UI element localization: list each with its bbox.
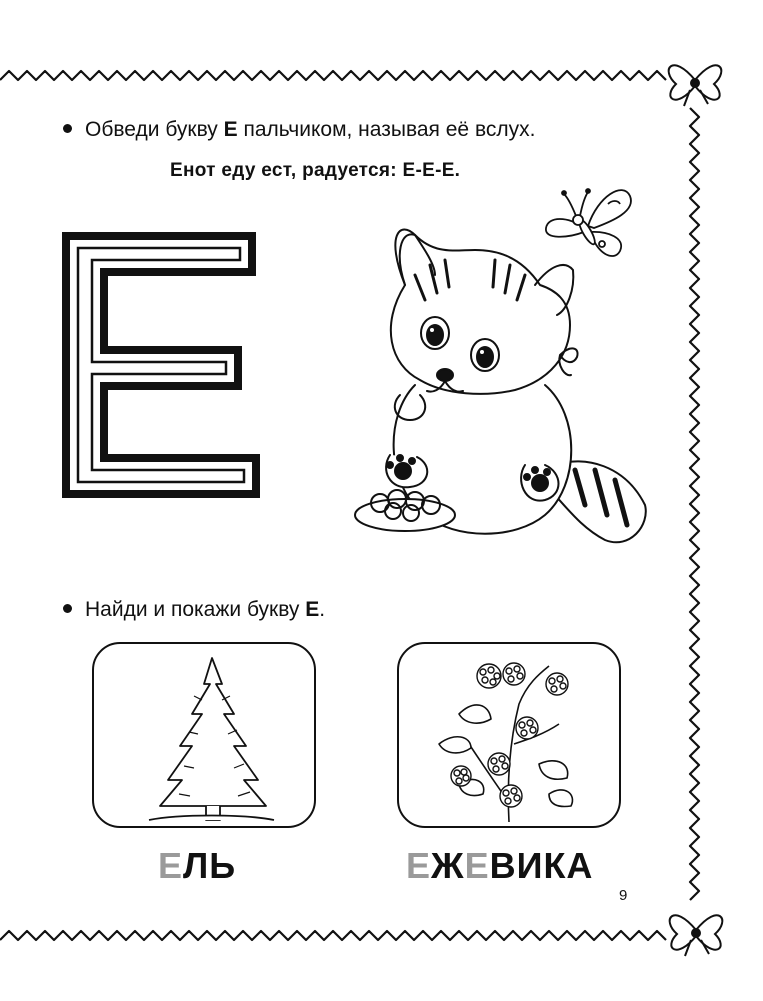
page-number: 9 <box>619 887 628 904</box>
instruction-letter: Е <box>305 598 320 621</box>
bullet-icon <box>63 124 72 133</box>
instruction-text: пальчиком, называя её вслух. <box>237 118 536 141</box>
highlighted-letter: Е <box>406 845 432 886</box>
big-outline-letter[interactable] <box>62 232 262 500</box>
picture-card-fir-tree[interactable] <box>92 642 316 828</box>
bow-ornament-icon <box>669 65 722 106</box>
word-part: Ж <box>431 845 465 886</box>
right-zigzag-border <box>690 108 699 900</box>
word-ezhevika <box>406 845 593 887</box>
bullet-icon <box>63 604 72 613</box>
instruction-trace-letter <box>63 118 535 142</box>
word-part: ВИКА <box>489 845 594 886</box>
instruction-text: . <box>319 598 326 621</box>
instruction-find-letter <box>63 598 325 622</box>
instruction-letter: Е <box>223 118 238 141</box>
highlighted-letter: Е <box>158 845 184 886</box>
fir-tree-icon <box>94 644 314 826</box>
raccoon-illustration <box>345 215 655 555</box>
bottom-zigzag-border <box>0 931 666 940</box>
picture-card-blackberry[interactable] <box>397 642 621 828</box>
word-rest: ЛЬ <box>183 845 237 886</box>
top-zigzag-border <box>0 71 666 80</box>
word-el <box>158 845 236 887</box>
instruction-text: Найди и покажи букву <box>85 598 306 621</box>
rhyme-line: Енот еду ест, радуется: Е-Е-Е. <box>170 160 461 181</box>
instruction-text: Обведи букву <box>85 118 224 141</box>
blackberry-branch-icon <box>399 644 619 826</box>
highlighted-letter: Е <box>464 845 490 886</box>
bow-ornament-icon <box>670 915 723 956</box>
